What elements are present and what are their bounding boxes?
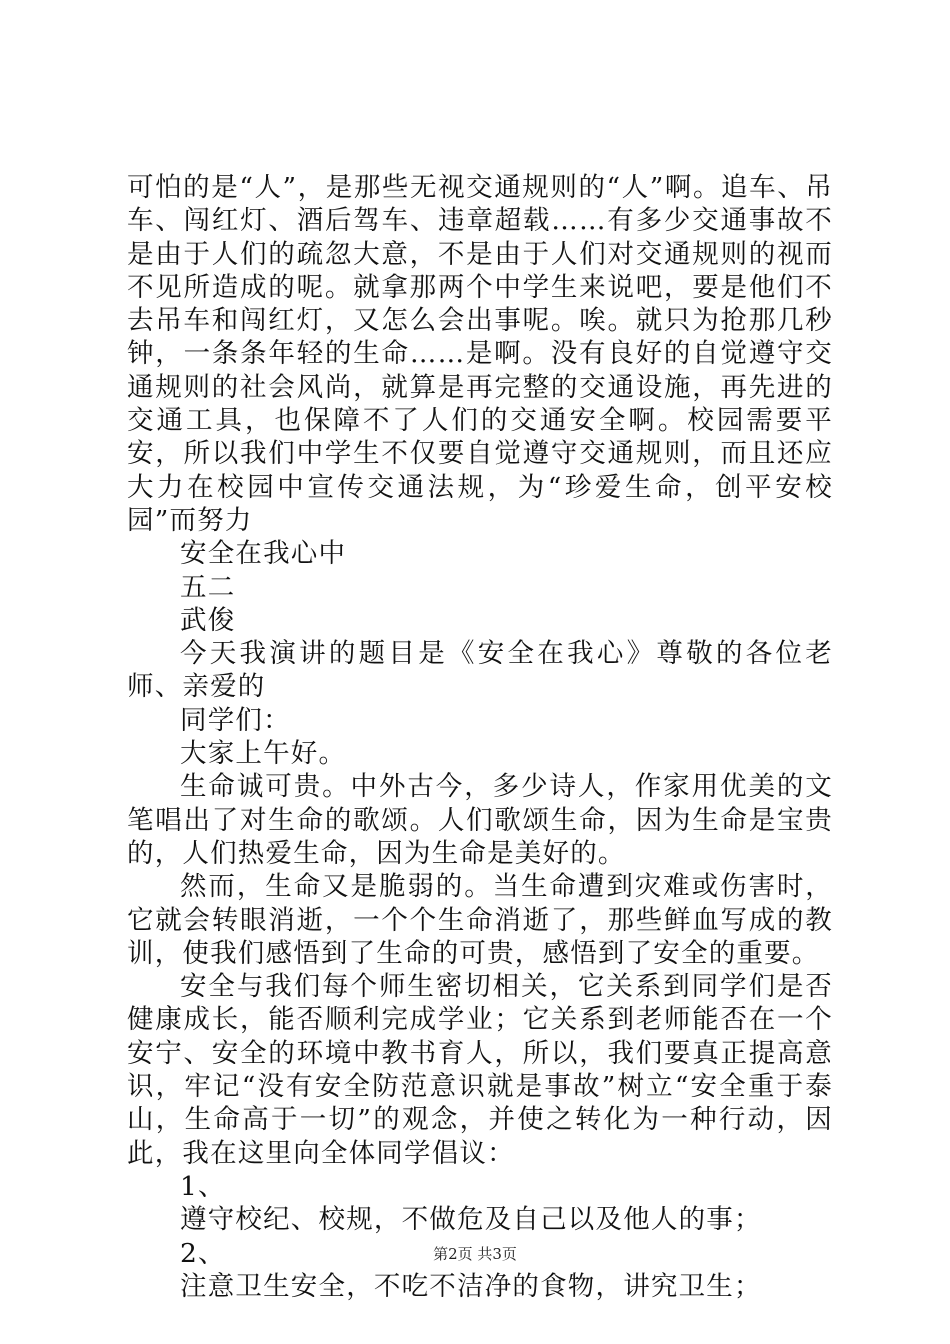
list-number-1: 1、 <box>180 1170 226 1202</box>
document-body <box>127 171 833 1303</box>
list-item-1: 遵守校纪、校规，不做危及自己以及他人的事； <box>180 1204 762 1236</box>
speaker-class: 五二 <box>180 571 236 603</box>
paragraph-traffic-rules: 可怕的是“人”，是那些无视交通规则的“人”啊。追车、吊车、闯红灯、酒后驾车、违章超载……有多少交通事故不是由于人们的疏忽大意，不是由于人们对交通规则的视而不见所造成的呢。就拿那两个中学生来说吧，要是他们不去吊车和闯红灯，又怎么会出事呢。唉。就只为抢那几秒钟，一条条年轻的生命……是啊。没有良好的自觉遵守交通规则的社会风尚，就算是再完整的交通设施，再先进的交通工具，也保障不了人们的交通安全啊。校园需要平安，所以我们中学生不仅要自觉遵守交通规则，而且还应大力在校园中宣传交通法规，为“珍爱生命，创平安校园”而努力 <box>127 172 833 536</box>
paragraph-life-fragile: 然而，生命又是脆弱的。当生命遭到灾难或伤害时，它就会转眼消逝，一个个生命消逝了，那些鲜血写成的教训，使我们感悟到了生命的可贵，感悟到了安全的重要。 <box>127 871 833 969</box>
paragraph-good-morning: 大家上午好。 <box>180 738 347 770</box>
paragraph-greeting-intro: 今天我演讲的题目是《安全在我心》尊敬的各位老师、亲爱的 <box>127 638 833 703</box>
speaker-name: 武俊 <box>180 604 236 636</box>
paragraph-life-precious: 生命诚可贵。中外古今，多少诗人，作家用优美的文笔唱出了对生命的歌颂。人们歌颂生命，因为生命是宝贵的，人们热爱生命，因为生命是美好的。 <box>127 771 833 869</box>
list-item-2: 注意卫生安全，不吃不洁净的食物，讲究卫生； <box>180 1270 762 1302</box>
paragraph-safety-proposal: 安全与我们每个师生密切相关，它关系到同学们是否健康成长，能否顺利完成学业；它关系到老师能否在一个安宁、安全的环境中教书育人，所以，我们要真正提高意识，牢记“没有安全防范意识就是事故”树立“安全重于泰山，生命高于一切”的观念，并使之转化为一种行动，因此，我在这里向全体同学倡议： <box>127 971 833 1169</box>
speech-title: 安全在我心中 <box>180 538 347 570</box>
page-number-footer: 第2页 共3页 <box>433 1245 517 1263</box>
paragraph-salutation: 同学们： <box>180 704 291 736</box>
list-number-2: 2、 <box>180 1237 226 1269</box>
